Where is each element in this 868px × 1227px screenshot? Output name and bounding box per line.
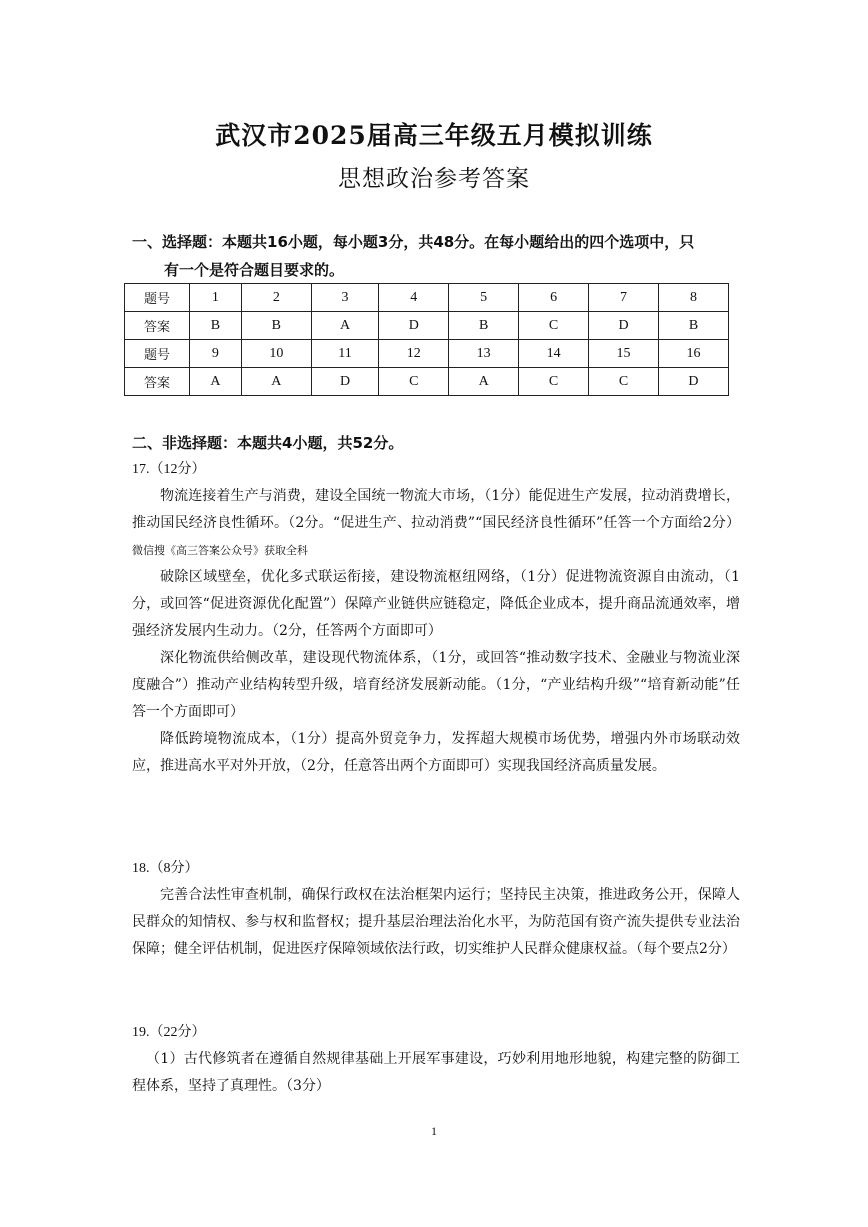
answer-table-cell: C bbox=[519, 368, 589, 396]
answer-table-row bbox=[125, 284, 729, 312]
answer-table-cell: 3 bbox=[311, 284, 379, 312]
answer-table-cell: 9 bbox=[190, 340, 242, 368]
question-18-number: 18.（8分） bbox=[132, 861, 199, 876]
answer-table-cell: A bbox=[311, 312, 379, 340]
answer-table-cell: 11 bbox=[311, 340, 379, 368]
answer-table-cell: 12 bbox=[379, 340, 449, 368]
answer-table-cell: 5 bbox=[449, 284, 519, 312]
section-1-line-2: 有一个是符合题目要求的。 bbox=[164, 261, 345, 279]
question-18 bbox=[132, 855, 740, 963]
document-subtitle: 思想政治参考答案 bbox=[338, 166, 530, 192]
answer-table-cell: 15 bbox=[589, 340, 659, 368]
section-2-heading: 二、非选择题：本题共4小题，共52分。 bbox=[132, 434, 404, 452]
answer-table-cell: 8 bbox=[658, 284, 728, 312]
answer-table-cell: 2 bbox=[241, 284, 311, 312]
answer-table-cell: C bbox=[519, 312, 589, 340]
answer-table-cell: C bbox=[589, 368, 659, 396]
question-17-paragraph-1-text: 物流连接着生产与消费，建设全国统一物流大市场，（1分）能促进生产发展，拉动消费增长，推动国民经济良性循环。（2分。“促进生产、拉动消费”“国民经济良性循环”任答一个方面给2分） bbox=[132, 488, 740, 531]
question-17-number: 17.（12分） bbox=[132, 462, 206, 477]
answer-table-cell: B bbox=[658, 312, 728, 340]
answer-table-cell: 14 bbox=[519, 340, 589, 368]
answer-table-cell: D bbox=[658, 368, 728, 396]
answer-table-cell: 7 bbox=[589, 284, 659, 312]
answer-table-cell: 16 bbox=[658, 340, 728, 368]
answer-table-row-header: 题号 bbox=[125, 340, 190, 368]
answer-table-cell: 4 bbox=[379, 284, 449, 312]
answer-table-row bbox=[125, 312, 729, 340]
question-19-number: 19.（22分） bbox=[132, 1025, 206, 1040]
answer-table-cell: 13 bbox=[449, 340, 519, 368]
answer-table-cell: D bbox=[589, 312, 659, 340]
watermark-note: 微信搜《高三答案公众号》获取全科 bbox=[132, 544, 308, 557]
question-17-paragraph-2: 破除区域壁垒，优化多式联运衔接，建设物流枢纽网络，（1分）促进物流资源自由流动，（1分，或回答“促进资源优化配置”）保障产业链供应链稳定，降低企业成本，提升商品流通效率，增强经济发展内生动力。（2分，任答两个方面即可） bbox=[132, 569, 740, 639]
answer-table-cell: B bbox=[190, 312, 242, 340]
answer-table-row bbox=[125, 368, 729, 396]
answer-table-row-header: 答案 bbox=[125, 368, 190, 396]
answer-table-cell: 10 bbox=[241, 340, 311, 368]
question-17 bbox=[132, 456, 740, 780]
question-17-paragraph-4: 降低跨境物流成本，（1分）提高外贸竞争力，发挥超大规模市场优势，增强内外市场联动效应，推进高水平对外开放，（2分，任意答出两个方面即可）实现我国经济高质量发展。 bbox=[132, 731, 740, 774]
question-19-paragraph-1: （1）古代修筑者在遵循自然规律基础上开展军事建设，巧妙利用地形地貌，构建完整的防御工程体系，坚持了真理性。（3分） bbox=[132, 1051, 740, 1094]
answer-table bbox=[124, 283, 729, 396]
question-18-paragraph-1: 完善合法性审查机制，确保行政权在法治框架内运行；坚持民主决策，推进政务公开，保障人民群众的知情权、参与权和监督权；提升基层治理法治化水平，为防范国有资产流失提供专业法治保障；健全评估机制，促进医疗保障领域依法行政，切实维护人民群众健康权益。（每个要点2分） bbox=[132, 887, 740, 957]
answer-table-cell: B bbox=[449, 312, 519, 340]
answer-table-cell: 1 bbox=[190, 284, 242, 312]
answer-table-cell: A bbox=[190, 368, 242, 396]
question-17-paragraph-1 bbox=[132, 483, 740, 564]
answer-table-cell: A bbox=[241, 368, 311, 396]
answer-table-row-header: 题号 bbox=[125, 284, 190, 312]
answer-table-cell: D bbox=[311, 368, 379, 396]
answer-table-cell: A bbox=[449, 368, 519, 396]
question-17-paragraph-3: 深化物流供给侧改革，建设现代物流体系，（1分，或回答“推动数字技术、金融业与物流业深度融合”）推动产业结构转型升级，培育经济发展新动能。（1分，“产业结构升级”“培育新动能”任答一个方面即可） bbox=[132, 650, 740, 720]
answer-table-cell: 6 bbox=[519, 284, 589, 312]
answer-table-cell: C bbox=[379, 368, 449, 396]
answer-table-cell: B bbox=[241, 312, 311, 340]
page-number: 1 bbox=[431, 1124, 437, 1138]
section-1-line-1: 一、选择题：本题共16小题，每小题3分，共48分。在每小题给出的四个选项中，只 bbox=[132, 233, 695, 251]
document-title: 武汉市2025届高三年级五月模拟训练 bbox=[215, 121, 653, 150]
answer-table-row-header: 答案 bbox=[125, 312, 190, 340]
answer-table-cell: D bbox=[379, 312, 449, 340]
question-19 bbox=[132, 1019, 740, 1100]
section-1-heading bbox=[132, 228, 752, 284]
answer-table-row bbox=[125, 340, 729, 368]
